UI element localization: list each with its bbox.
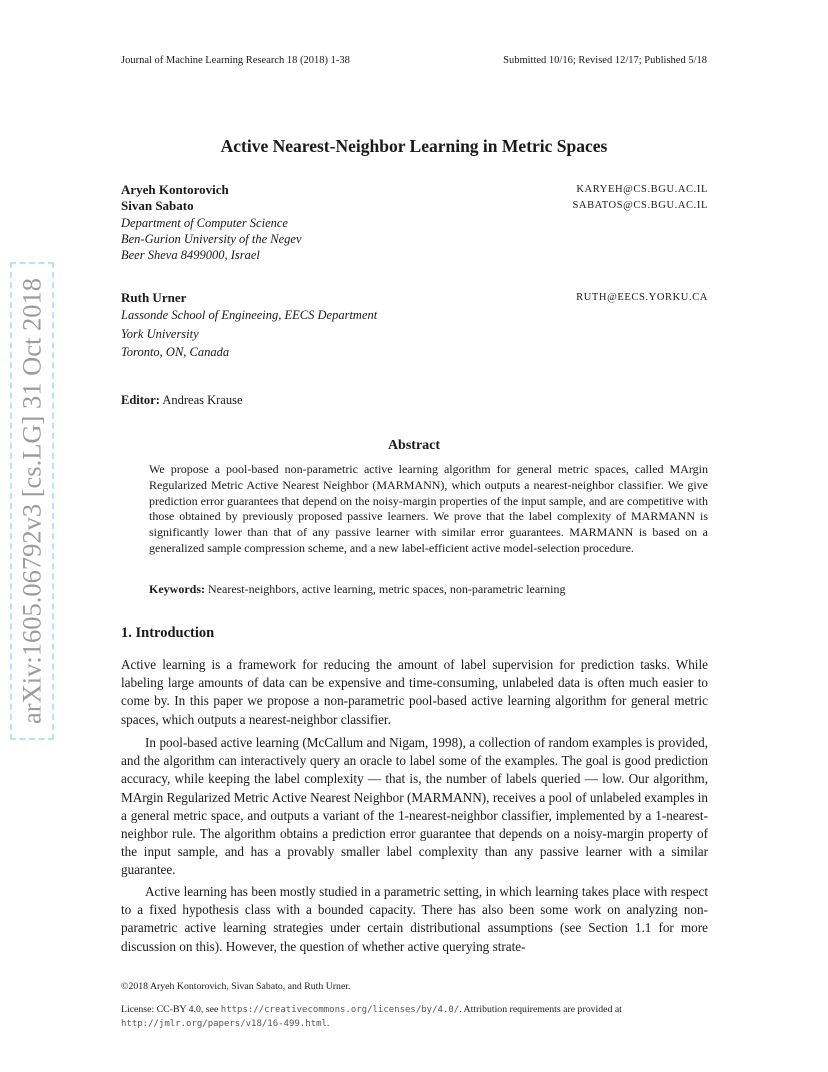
submission-dates: Submitted 10/16; Revised 12/17; Published 5/18	[503, 55, 707, 66]
editor-name: Andreas Krause	[162, 393, 243, 407]
license-prefix: License: CC-BY 4.0, see	[121, 1004, 219, 1015]
affiliation-line: Lassonde School of Engineeing, EECS Department	[121, 308, 378, 322]
arxiv-stamp[interactable]: arXiv:1605.06792v3 [cs.LG] 31 Oct 2018	[16, 277, 47, 725]
license-notice	[121, 1003, 721, 1031]
author-name: Sivan Sabato	[121, 198, 194, 213]
author-name: Aryeh Kontorovich	[121, 182, 229, 197]
body-paragraph: Active learning is a framework for reducing the amount of label supervision for prediction tasks. While labeling large amounts of data can be expensive and time-consuming, unlabeled data is often much easier to come by. In this paper we propose a non-parametric pool-based active learning algorithm for general metric spaces, which outputs a nearest-neighbor classifier.	[121, 657, 708, 727]
section-heading: 1. Introduction	[121, 625, 215, 641]
keywords-line	[149, 582, 566, 597]
editor-label: Editor:	[121, 393, 160, 407]
affiliation-line: Beer Sheva 8499000, Israel	[121, 248, 260, 262]
affiliation-line: Toronto, ON, Canada	[121, 345, 230, 359]
abstract-heading: Abstract	[387, 438, 441, 453]
author-email[interactable]: SABATOS@CS.BGU.AC.IL	[572, 200, 708, 211]
paper-title: Active Nearest-Neighbor Learning in Metric Spaces	[220, 136, 608, 156]
keywords-label: Keywords:	[149, 582, 205, 596]
license-link[interactable]: https://creativecommons.org/licenses/by/4.0/	[220, 1005, 460, 1015]
affiliation-line: Ben-Gurion University of the Negev	[121, 232, 302, 246]
paper-link[interactable]: http://jmlr.org/papers/v18/16-499.html	[121, 1019, 327, 1029]
body-paragraph: Active learning has been mostly studied in a parametric setting, in which learning takes place with respect to a fixed hypothesis class with a bounded capacity. There has also been some work on analyzing non-parametric active learning strategies under certain distributional assumptions (see Section 1.1 for more discussion on this). However, the question of whether active querying strate-	[121, 884, 708, 954]
keywords-text: Nearest-neighbors, active learning, metric spaces, non-parametric learning	[208, 582, 566, 596]
author-email[interactable]: RUTH@EECS.YORKU.CA	[576, 292, 708, 303]
editor-line	[121, 393, 243, 408]
affiliation-line: York University	[121, 327, 199, 341]
license-middle: . Attribution requirements are provided at	[459, 1004, 622, 1015]
abstract-text: We propose a pool-based non-parametric active learning algorithm for general metric spaces, called MArgin Regularized Metric Active Nearest Neighbor (MARMANN), which outputs a nearest-neighbor classifier. We give prediction error guarantees that depend on the noisy-margin properties of the input sample, and are competitive with those obtained by previously proposed passive learners. We prove that the label complexity of MARMANN is significantly lower than that of any passive learner with similar error guarantees. MARMANN is based on a generalized sample compression scheme, and a new label-efficient active model-selection procedure.	[149, 462, 708, 555]
author-name: Ruth Urner	[121, 290, 187, 305]
author-email[interactable]: KARYEH@CS.BGU.AC.IL	[576, 184, 708, 195]
copyright-notice: ©2018 Aryeh Kontorovich, Sivan Sabato, and Ruth Urner.	[121, 981, 351, 992]
body-paragraph: In pool-based active learning (McCallum and Nigam, 1998), a collection of random examples is provided, and the algorithm can interactively query an oracle to label some of the examples. The goal is good prediction accuracy, while keeping the label complexity — that is, the number of labels queried — low. Our algorithm, MArgin Regularized Metric Active Nearest Neighbor (MARMANN), receives a pool of unlabeled examples in a general metric space, and outputs a variant of the 1-nearest-neighbor classifier, implemented by a 1-nearest-neighbor rule. The algorithm obtains a prediction error guarantee that depends on a noisy-margin property of the input sample, and has a provably smaller label complexity than any passive learner with a similar guarantee.	[121, 735, 708, 878]
journal-header: Journal of Machine Learning Research 18 (2018) 1-38	[121, 55, 350, 66]
license-end: .	[326, 1018, 330, 1029]
affiliation-line: Department of Computer Science	[121, 216, 288, 230]
